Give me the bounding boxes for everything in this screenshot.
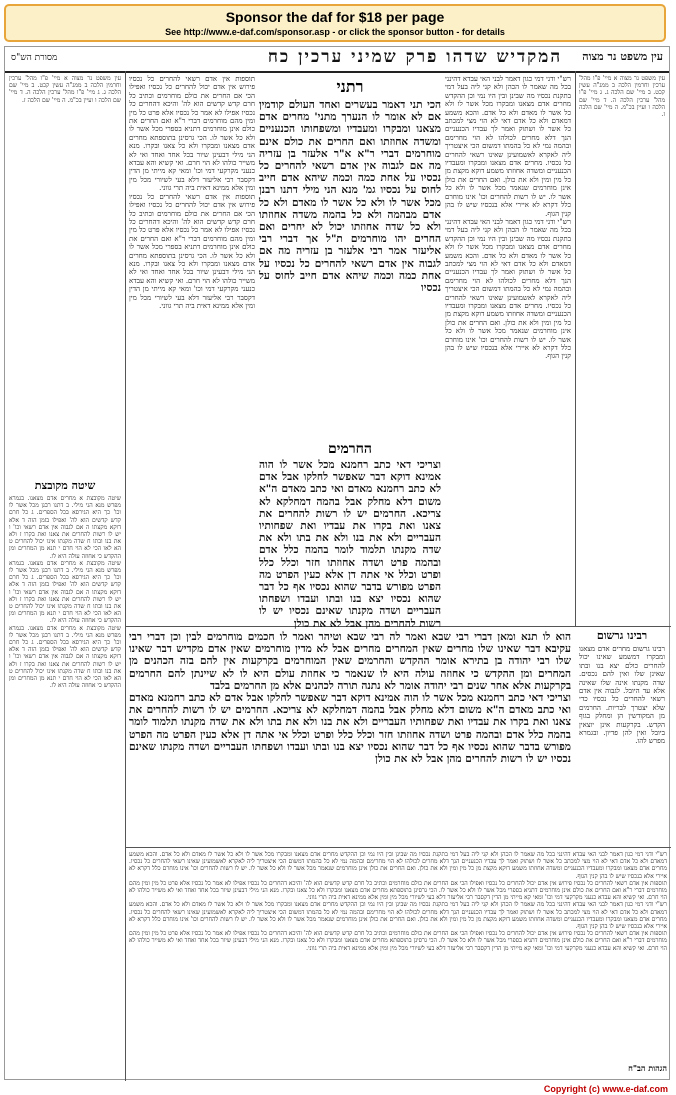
masoret-column: עין משפט נר מצוה א מיי' פ"ו מהל' ערכין וחרמין הלכה ב ממג"ה עשין קכט. ב מיי' שם הלכה ג. ג מיי' פ"ו מהל' ערכין הלכה ה. ד מיי' שם הלכה ו ועיין בכ"מ. ה מיי' שם הלכה ז. bbox=[9, 75, 121, 104]
sponsor-title[interactable]: Sponsor the daf for $18 per page bbox=[225, 9, 445, 25]
gemara-text-b: וצריכי דאי כתב רחמנא מכל אשר לו הוה אמינא דוקא דבר שאפשר לחלקו אבל אדם לא כתב רחמנא מאדם ואי כתב מאדם ה"א משום דלא מחלק אבל בהמה דמחלקא לא צריכא. החרמים יש לו רשות להחרים את צאנו ואת בקרו את עבדיו ואת שפחותיו העבריים ולא את בנו ולא את בתו ולא את שדה מקנתו תלמוד לומר בהמה כלל אדם ובהמה פרט ושדה אחוזתו חזר וכלל כלל ופרט וכלל אי אתה דן אלא כעין הפרט מה הפרט מפורש בדבר שהוא נכסיו אף כל דבר שהוא נכסיו יצא בנו ובתו ועבדו ושפחתו העבריים ושדה מקנתו שאינם נכסיו יש לו רשות להחרים מהן אבל לא את כולן bbox=[259, 459, 441, 630]
rashi-column: רש"י ודני דמי כגון דאמר לבני האי עבדא דהינני בכל מה שאמר לו הכהן ולא קני ליה בעל דמי בתקנת נכסיו מה שבינן ובין היו נמי וכן ההקדש מחרים אדם מצאנו ומבקרו מכל אשר לו ולא כל אשר לו מאדם ולא כל אדם. והכא משמע דמאדם ולא כל אדם דאי לא הוי מצי למכתב כל אשר לו ושתוק ואמר לך עבדיו הכנעניים הנך דלא מחרים לכולהו לא הוי מחרימם ובהמה נמי לא כל בהמתו דמשום הכי איצטריך ליה לאקרא לאשמועינן שאינו רשאי להחרים כל נכסיו. מחרים אדם מצאנו ומבקרו ומעבדיו הכנעניים ומשדה אחוזתו משמע דוקא מקצת מן כל מין ומין ולא את כולן. ואם החרים את כולן אינן מוחרמים שנאמר מכל אשר לו ולא כל אשר לו. יש לו רשות להחרים וכו' אינו מוחרם כלל דקרא לא איירי אלא בנכסיו שיש לו בהן קנין הגוף. רש"י ודני דמי כגון דאמר לבני האי עבדא דהינני בכל מה שאמר לו הכהן ולא קני ליה בעל דמי בתקנת נכסיו מה שבינן ובין היו נמי וכן ההקדש מחרים אדם מצאנו ומבקרו מכל אשר לו ולא כל אשר לו מאדם ולא כל אדם. והכא משמע דמאדם ולא כל אדם דאי לא הוי מצי למכתב כל אשר לו ושתוק ואמר לך עבדיו הכנעניים הנך דלא מחרים לכולהו לא הוי מחרימם ובהמה נמי לא כל בהמתו דמשום הכי איצטריך ליה לאקרא לאשמועינן שאינו רשאי להחרים כל נכסיו. מחרים אדם מצאנו ומבקרו ומעבדיו הכנעניים ומשדה אחוזתו משמע דוקא מקצת מן כל מין ומין ולא את כולן. ואם החרים את כולן אינן מוחרמים שנאמר מכל אשר לו ולא כל אשר לו. יש לו רשות להחרים וכו' אינו מוחרם כלל דקרא לא איירי אלא בנכסיו שיש לו בהן קנין הגוף. bbox=[445, 75, 571, 361]
charamim-heading: החרמים bbox=[328, 441, 372, 457]
divider-left bbox=[125, 71, 126, 1081]
copyright-link[interactable]: Copyright (c) www.e-daf.com bbox=[543, 1084, 668, 1094]
masoret-hashas-label: מסורת הש"ס bbox=[11, 53, 58, 63]
shita-column: שיטה מקובצת א מחרים אדם מצאנו. בגמרא מפרש מנא הני מילי. ב דתנו רבנן מכל אשר לו וכו' כך היא הגירסא בכל הספרים. ג כל חרם קדש קדשים הוא לה' ואפילו בזמן הזה ד אלא דוקא מקצתו ה אם לגבוה אין אדם רשאי וכו' ו יש לו רשות להחרים את צאנו ואת בקרו ז ולא את בנו ובתו ח שדה מקנתו אינו יכול להחרים ט הא לאו הכי לא הוי חרם י תנא מן המחרים ומן ההקדש כי אחוזה עולה היא לו. שיטה מקובצת א מחרים אדם מצאנו. בגמרא מפרש מנא הני מילי. ב דתנו רבנן מכל אשר לו וכו' כך היא הגירסא בכל הספרים. ג כל חרם קדש קדשים הוא לה' ואפילו בזמן הזה ד אלא דוקא מקצתו ה אם לגבוה אין אדם רשאי וכו' ו יש לו רשות להחרים את צאנו ואת בקרו ז ולא את בנו ובתו ח שדה מקנתו אינו יכול להחרים ט הא לאו הכי לא הוי חרם י תנא מן המחרים ומן ההקדש כי אחוזה עולה היא לו. שיטה מקובצת א מחרים אדם מצאנו. בגמרא מפרש מנא הני מילי. ב דתנו רבנן מכל אשר לו וכו' כך היא הגירסא בכל הספרים. ג כל חרם קדש קדשים הוא לה' ואפילו בזמן הזה ד אלא דוקא מקצתו ה אם לגבוה אין אדם רשאי וכו' ו יש לו רשות להחרים את צאנו ואת בקרו ז ולא את בנו ובתו ח שדה מקנתו אינו יכול להחרים ט הא לאו הכי לא הוי חרם י תנא מן המחרים ומן ההקדש כי אחוזה עולה היא לו. bbox=[9, 495, 121, 690]
divider-right bbox=[575, 71, 576, 626]
page-title: המקדיש שדהו פרק שמיני ערכין כח bbox=[267, 47, 563, 67]
sponsor-subtitle[interactable]: See http://www.e-daf.com/sponsor.asp - or click the sponsor button - for details bbox=[165, 27, 505, 37]
shita-heading: שיטה מקובצת bbox=[34, 479, 96, 492]
ein-mishpat-label: עין משפט נר מצוה bbox=[582, 50, 663, 63]
gemara-text-a: הכי תני דאמר בעשרים ואחד העולם קודמין אם לא אומר לו הנערך מתני' מחרים אדם מצאנו ומבקרו ומעבדיו ומשפחותו הכנעניים ומשדה אחוזתו ואם החרים את כולם אינם מוחרמים דברי ר"א א"ר אלעזר בן עזריה מה אם לגבוה אין אדם רשאי להחרים כל נכסיו על אחת כמה וכמה שיהא אדם חייב לחוס על נכסיו גמ' מנא הני מילי דתנו רבנן מכל אשר לו ולא כל אשר לו מאדם ולא כל אדם מבהמה ולא כל בהמה משדה אחוזתו ולא כל שדה אחוזתו יכול לא יחרים ואם החרים יהו מוחרמים ת"ל אך דברי רבי אליעזר אמר רבי אלעזר בן עזריה מה אם לגבוה אין אדם רשאי להחרים כל נכסיו על אחת כמה וכמה שיהא אדם חייב לחוס על נכסיו bbox=[259, 99, 441, 295]
sponsor-banner[interactable] bbox=[4, 4, 666, 42]
gemara-opening-word: רתני bbox=[336, 77, 364, 96]
hagahot-heading: הגהות הב"ח bbox=[628, 1063, 667, 1073]
page-header bbox=[5, 47, 669, 73]
rabbeinu-column: רבינו גרשום מחרים אדם מצאנו ומבקרו דמשמע שאינו יכול להחרים כולם יצא בנו ובתו שאינן שלו ואין להם נכסים. שדה מקנתו אינה שלו שאינה אלא עד היובל. לגבוה אין אדם רשאי להחרים כל נכסיו כדי שלא יצטרך לבריות. החרמים מן המקודשין הן ומחלק בגוף הקדש. בקרקעות אינן יוצאין ביובל ואין להן פדיון. ובגמרא מפרש להו. bbox=[579, 645, 665, 746]
gemara-text-c: הוא לו תנא ומאן דברי רבי שבא ואמר לה רבי שבא וטיהר ואמר לו חכמים מוחרמים לבין וכן דברי רבי עקיבא דבר שאינו שלו מחרים שאין המחרים מחרים אבל לא מדין מוחרמים שאין אדם מקדיש דבר שאינו שלו רבי יהודה בן בתירא אומר ההקדש והחרמים שאין המוחרמים בקרקעות אין להם בזה הכהנים מן המחרים ומן ההקדש כי אחוזה עולה היא לו שנאמר כי אחוזת עולם היא לו לא שיינתן להם החרמים בקרקעות אלא אחר שנים רבי יהודה אומר לא נתנה תורה לכהנים אלא מן החרמים בלבד וצריכי דאי כתב רחמנא מכל אשר לו הוה אמינא דוקא דבר שאפשר לחלקו אבל אדם לא כתב רחמנא מאדם ואי כתב מאדם ה"א משום דלא מחלק אבל בהמה דמחלקא לא צריכא. החרמים יש לו רשות להחרים את צאנו ואת בקרו את עבדיו ואת שפחותיו העבריים ולא את בנו ולא את בתו ולא את שדה מקנתו תלמוד לומר בהמה כלל אדם ובהמה פרט ושדה אחוזתו חזר וכלל כלל ופרט וכלל אי אתה דן אלא כעין הפרט מה הפרט מפורש בדבר שהוא נכסיו אף כל דבר שהוא נכסיו יצא בנו ובתו ועבדו ושפחתו העבריים ושדה מקנתו שאינם נכסיו יש לו רשות להחרים מהן אבל לא את כולן bbox=[129, 631, 571, 766]
ein-mishpat-column: עין משפט נר מצוה א מיי' פ"ו מהל' ערכין וחרמין הלכה ב ממג"ה עשין קכט. ב מיי' שם הלכה ג. ג מיי' פ"ו מהל' ערכין הלכה ה. ד מיי' שם הלכה ו ועיין בכ"מ. ה מיי' שם הלכה ז. bbox=[579, 75, 665, 119]
rabbeinu-heading: רבינו גרשום bbox=[596, 629, 648, 642]
commentary-bottom: רש"י ודני דמי כגון דאמר לבני האי עבדא דהינני בכל מה שאמר לו הכהן ולא קני ליה בעל דמי בתקנת נכסיו מה שבינן ובין היו נמי וכן ההקדש מחרים אדם מצאנו ומבקרו מכל אשר לו ולא כל אשר לו מאדם ולא כל אדם. והכא משמע דמאדם ולא כל אדם דאי לא הוי מצי למכתב כל אשר לו ושתוק ואמר לך עבדיו הכנעניים הנך דלא מחרים לכולהו לא הוי מחרימם ובהמה נמי לא כל בהמתו דמשום הכי איצטריך ליה לאקרא לאשמועינן שאינו רשאי להחרים כל נכסיו. מחרים אדם מצאנו ומבקרו ומעבדיו הכנעניים ומשדה אחוזתו משמע דוקא מקצת מן כל מין ומין ולא את כולן. ואם החרים את כולן אינן מוחרמים שנאמר מכל אשר לו ולא כל אשר לו. יש לו רשות להחרים וכו' אינו מוחרם כלל דקרא לא איירי אלא בנכסיו שיש לו בהן קנין הגוף. תוספות אין אדם רשאי להחרים כל נכסיו פירוש אין אדם יכול להחרים כל נכסיו ואפילו הכי אם החרים את כולם מוחרמים וכתיב כל חרם קדש קדשים הוא לה' והיכא דהחרים כל נכסיו אפילו לא אמר כל נכסיו אלא פרט כל מין ומין מהם מוחרמים דברי ר"א ואם החרים את כולם אינן מוחרמים דתניא בספרי מכל אשר לו ולא כל אשר לו. הכי גרסינן בתוספתא מחרים אדם מצאנו ומבקרו ולא כל צאנו ובקרו. מנא הני מילי דבעינן שיור בכל אחד ואחד ואי לא משייר כולהו לא הוי חרם. ואי קשיא והא עבדא כנעני מקרקעי דמי וכו' ומאי קא מייתי מן הדין דקסבר רבי אליעזר דלא בעי לשיורי מכל מין ומין אלא ממינא דאית ביה תרי גווני. רש"י ודני דמי כגון דאמר לבני האי עבדא דהינני בכל מה שאמר לו הכהן ולא קני ליה בעל דמי בתקנת נכסיו מה שבינן ובין היו נמי וכן ההקדש מחרים אדם מצאנו ומבקרו מכל אשר לו ולא כל אשר לו מאדם ולא כל אדם. והכא משמע דמאדם ולא כל אדם דאי לא הוי מצי למכתב כל אשר לו ושתוק ואמר לך עבדיו הכנעניים הנך דלא מחרים לכולהו לא הוי מחרימם ובהמה נמי לא כל בהמתו דמשום הכי איצטריך ליה לאקרא לאשמועינן שאינו רשאי להחרים כל נכסיו. מחרים אדם מצאנו ומבקרו ומעבדיו הכנעניים ומשדה אחוזתו משמע דוקא מקצת מן כל מין ומין ולא את כולן. ואם החרים את כולן אינן מוחרמים שנאמר מכל אשר לו ולא כל אשר לו. יש לו רשות להחרים וכו' אינו מוחרם כלל דקרא לא איירי אלא בנכסיו שיש לו בהן קנין הגוף. תוספות אין אדם רשאי להחרים כל נכסיו פירוש אין אדם יכול להחרים כל נכסיו ואפילו הכי אם החרים את כולם מוחרמים וכתיב כל חרם קדש קדשים הוא לה' והיכא דהחרים כל נכסיו אפילו לא אמר כל נכסיו אלא פרט כל מין ומין מהם מוחרמים דברי ר"א ואם החרים את כולם אינן מוחרמים דתניא בספרי מכל אשר לו ולא כל אשר לו. הכי גרסינן בתוספתא מחרים אדם מצאנו ומבקרו ולא כל צאנו ובקרו. מנא הני מילי דבעינן שיור בכל אחד ואחד ואי לא משייר כולהו לא הוי חרם. ואי קשיא והא עבדא כנעני מקרקעי דמי וכו' ומאי קא מייתי מן הדין דקסבר רבי אליעזר דלא בעי לשיורי מכל מין ומין אלא ממינא דאית ביה תרי גווני. bbox=[129, 851, 667, 952]
talmud-page bbox=[4, 46, 670, 1080]
tosfot-column: תוספות אין אדם רשאי להחרים כל נכסיו פירוש אין אדם יכול להחרים כל נכסיו ואפילו הכי אם החרים את כולם מוחרמים וכתיב כל חרם קדש קדשים הוא לה' והיכא דהחרים כל נכסיו אפילו לא אמר כל נכסיו אלא פרט כל מין ומין מהם מוחרמים דברי ר"א ואם החרים את כולם אינן מוחרמים דתניא בספרי מכל אשר לו ולא כל אשר לו. הכי גרסינן בתוספתא מחרים אדם מצאנו ומבקרו ולא כל צאנו ובקרו. מנא הני מילי דבעינן שיור בכל אחד ואחד ואי לא משייר כולהו לא הוי חרם. ואי קשיא והא עבדא כנעני מקרקעי דמי וכו' ומאי קא מייתי מן הדין דקסבר רבי אליעזר דלא בעי לשיורי מכל מין ומין אלא ממינא דאית ביה תרי גווני. תוספות אין אדם רשאי להחרים כל נכסיו פירוש אין אדם יכול להחרים כל נכסיו ואפילו הכי אם החרים את כולם מוחרמים וכתיב כל חרם קדש קדשים הוא לה' והיכא דהחרים כל נכסיו אפילו לא אמר כל נכסיו אלא פרט כל מין ומין מהם מוחרמים דברי ר"א ואם החרים את כולם אינן מוחרמים דתניא בספרי מכל אשר לו ולא כל אשר לו. הכי גרסינן בתוספתא מחרים אדם מצאנו ומבקרו ולא כל צאנו ובקרו. מנא הני מילי דבעינן שיור בכל אחד ואחד ואי לא משייר כולהו לא הוי חרם. ואי קשיא והא עבדא כנעני מקרקעי דמי וכו' ומאי קא מייתי מן הדין דקסבר רבי אליעזר דלא בעי לשיורי מכל מין ומין אלא ממינא דאית ביה תרי גווני. bbox=[129, 75, 255, 310]
divider-horizontal-2 bbox=[125, 847, 671, 848]
